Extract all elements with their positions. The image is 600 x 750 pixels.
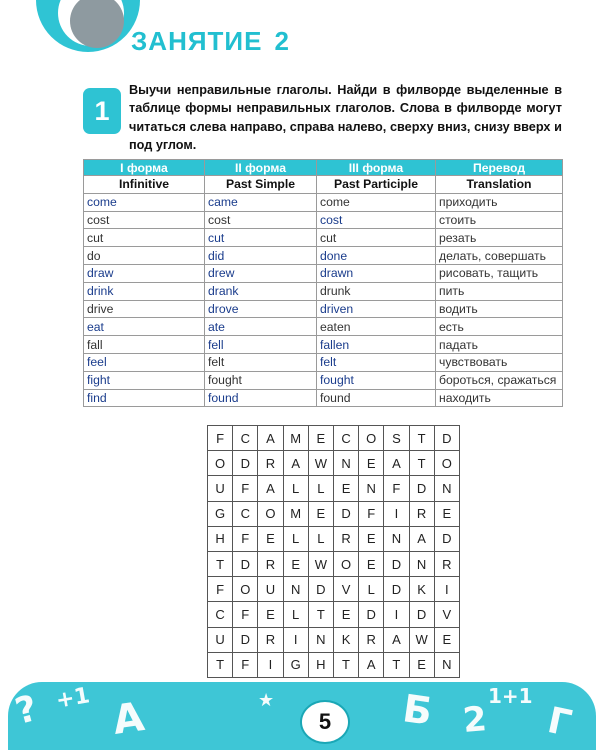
grid-cell: M	[284, 502, 309, 527]
grid-cell: O	[359, 426, 384, 451]
grid-cell: E	[435, 628, 460, 653]
cell-infinitive: feel	[84, 353, 205, 371]
table-row	[84, 247, 563, 265]
cell-past-participle: fallen	[317, 336, 436, 354]
word-search-grid	[207, 425, 460, 678]
grid-cell: D	[233, 628, 258, 653]
grid-cell: H	[309, 653, 334, 678]
footer-doodle: 2	[461, 699, 489, 741]
grid-cell: T	[334, 653, 359, 678]
grid-cell: N	[435, 476, 460, 501]
footer-doodle: 1+1	[488, 684, 533, 708]
grid-cell: I	[384, 502, 409, 527]
grid-cell: O	[334, 552, 359, 577]
grid-cell: E	[334, 476, 359, 501]
grid-cell: F	[359, 502, 384, 527]
grid-cell: F	[384, 476, 409, 501]
grid-cell: T	[208, 552, 233, 577]
cell-translation: рисовать, тащить	[436, 264, 563, 282]
cell-translation: приходить	[436, 193, 563, 211]
header-form-2: II форма	[205, 160, 317, 176]
cell-translation: пить	[436, 282, 563, 300]
grid-cell: E	[258, 527, 283, 552]
grid-cell: N	[359, 476, 384, 501]
table-row	[84, 211, 563, 229]
cell-past-simple: drank	[205, 282, 317, 300]
header-translation: Перевод	[436, 160, 563, 176]
grid-cell: E	[258, 602, 283, 627]
grid-cell: V	[435, 602, 460, 627]
grid-cell: A	[384, 628, 409, 653]
grid-cell: R	[334, 527, 359, 552]
grid-cell: W	[309, 451, 334, 476]
cell-translation: водить	[436, 300, 563, 318]
table-subheader-row	[84, 176, 563, 194]
irregular-verbs-table	[83, 159, 563, 407]
grid-cell: O	[233, 577, 258, 602]
grid-cell: C	[233, 426, 258, 451]
grid-cell: E	[359, 552, 384, 577]
grid-cell: F	[233, 476, 258, 501]
grid-cell: D	[309, 577, 334, 602]
cell-past-participle: found	[317, 389, 436, 407]
grid-cell: E	[359, 451, 384, 476]
grid-cell: F	[208, 426, 233, 451]
cell-infinitive: do	[84, 247, 205, 265]
table-row	[84, 193, 563, 211]
grid-cell: K	[334, 628, 359, 653]
grid-cell: A	[258, 426, 283, 451]
grid-cell: L	[359, 577, 384, 602]
footer-doodle: Г	[543, 700, 575, 745]
grid-cell: A	[284, 451, 309, 476]
cell-infinitive: cost	[84, 211, 205, 229]
grid-cell: R	[359, 628, 384, 653]
grid-cell: A	[359, 653, 384, 678]
cell-infinitive: eat	[84, 318, 205, 336]
table-body	[84, 193, 563, 407]
grid-cell: O	[435, 451, 460, 476]
grid-cell: H	[208, 527, 233, 552]
footer-doodle: ★	[258, 690, 275, 711]
cell-past-participle: eaten	[317, 318, 436, 336]
grid-cell: C	[233, 502, 258, 527]
grid-cell: D	[359, 602, 384, 627]
grid-cell: L	[284, 602, 309, 627]
grid-cell: E	[309, 502, 334, 527]
grid-cell: O	[258, 502, 283, 527]
grid-cell: I	[384, 602, 409, 627]
cell-past-simple: felt	[205, 353, 317, 371]
grid-cell: L	[284, 476, 309, 501]
table-row	[84, 389, 563, 407]
grid-cell: G	[284, 653, 309, 678]
cell-past-participle: driven	[317, 300, 436, 318]
grid-cell: A	[258, 476, 283, 501]
grid-cell: R	[258, 451, 283, 476]
footer-doodle: A	[109, 694, 148, 744]
grid-cell: N	[284, 577, 309, 602]
grid-cell: E	[284, 552, 309, 577]
grid-cell: D	[233, 451, 258, 476]
cell-infinitive: drink	[84, 282, 205, 300]
grid-cell: I	[435, 577, 460, 602]
cell-past-participle: come	[317, 193, 436, 211]
cell-translation: падать	[436, 336, 563, 354]
cell-translation: бороться, сражаться	[436, 371, 563, 389]
table-row	[84, 229, 563, 247]
table-row	[84, 282, 563, 300]
grid-cell: K	[410, 577, 435, 602]
grid-cell: W	[309, 552, 334, 577]
grid-cell: E	[410, 653, 435, 678]
grid-cell: R	[410, 502, 435, 527]
subheader-past-participle: Past Participle	[317, 176, 436, 194]
task-instructions: Выучи неправильные глаголы. Найди в филворде выделенные в таблице формы неправильных глаголов. Слова в филворде могут читаться слева направо, справа налево, сверху вниз, снизу вверх и под углом.	[129, 83, 562, 152]
grid-cell: R	[435, 552, 460, 577]
grid-cell: T	[208, 653, 233, 678]
lesson-title	[131, 26, 290, 57]
cell-past-participle: fought	[317, 371, 436, 389]
cell-infinitive: drive	[84, 300, 205, 318]
subheader-infinitive: Infinitive	[84, 176, 205, 194]
grid-cell: R	[258, 628, 283, 653]
grid-cell: A	[410, 527, 435, 552]
header-form-3: III форма	[317, 160, 436, 176]
grid-cell: N	[334, 451, 359, 476]
grid-cell: T	[309, 602, 334, 627]
grid-cell: L	[284, 527, 309, 552]
cell-past-simple: ate	[205, 318, 317, 336]
table-row	[84, 371, 563, 389]
cell-past-participle: done	[317, 247, 436, 265]
cell-past-simple: cut	[205, 229, 317, 247]
grid-cell: F	[233, 653, 258, 678]
cell-past-participle: drawn	[317, 264, 436, 282]
cell-past-simple: drove	[205, 300, 317, 318]
grid-cell: U	[208, 476, 233, 501]
table-row	[84, 336, 563, 354]
cell-translation: стоить	[436, 211, 563, 229]
grid-cell: T	[410, 451, 435, 476]
subheader-translation: Translation	[436, 176, 563, 194]
cell-translation: чувствовать	[436, 353, 563, 371]
cell-past-simple: did	[205, 247, 317, 265]
grid-cell: O	[208, 451, 233, 476]
grid-cell: T	[410, 426, 435, 451]
grid-cell: N	[384, 527, 409, 552]
cell-translation: резать	[436, 229, 563, 247]
cell-infinitive: come	[84, 193, 205, 211]
grid-cell: U	[208, 628, 233, 653]
grid-cell: D	[410, 476, 435, 501]
grid-cell: C	[208, 602, 233, 627]
grid-cell: N	[410, 552, 435, 577]
cell-past-participle: drunk	[317, 282, 436, 300]
cell-past-simple: fell	[205, 336, 317, 354]
cell-infinitive: draw	[84, 264, 205, 282]
grid-cell: D	[384, 577, 409, 602]
cell-past-participle: felt	[317, 353, 436, 371]
grid-cell: L	[309, 476, 334, 501]
cell-infinitive: fall	[84, 336, 205, 354]
cell-past-simple: came	[205, 193, 317, 211]
grid-cell: E	[309, 426, 334, 451]
grid-cell: I	[258, 653, 283, 678]
grid-cell: N	[309, 628, 334, 653]
footer-doodle: Б	[400, 686, 435, 734]
grid-cell: W	[410, 628, 435, 653]
table-row	[84, 353, 563, 371]
grid-cell: L	[309, 527, 334, 552]
grid-cell: T	[384, 653, 409, 678]
grid-cell: N	[435, 653, 460, 678]
cell-infinitive: cut	[84, 229, 205, 247]
table-row	[84, 318, 563, 336]
lesson-number: 2	[274, 26, 290, 56]
grid-cell: D	[435, 426, 460, 451]
grid-cell: E	[359, 527, 384, 552]
footer-doodle: +1	[54, 683, 92, 714]
lesson-title-label: ЗАНЯТИЕ	[131, 26, 263, 56]
task-number-badge: 1	[83, 88, 121, 134]
cell-past-simple: cost	[205, 211, 317, 229]
header-form-1: I форма	[84, 160, 205, 176]
cell-past-simple: found	[205, 389, 317, 407]
grid-cell: D	[334, 502, 359, 527]
grid-cell: F	[208, 577, 233, 602]
cell-past-simple: fought	[205, 371, 317, 389]
grid-cell: V	[334, 577, 359, 602]
table-row	[84, 264, 563, 282]
cell-translation: находить	[436, 389, 563, 407]
cell-translation: делать, совершать	[436, 247, 563, 265]
grid-cell: S	[384, 426, 409, 451]
grid-cell: F	[233, 527, 258, 552]
cell-infinitive: fight	[84, 371, 205, 389]
grid-cell: E	[334, 602, 359, 627]
grid-cell: A	[384, 451, 409, 476]
subheader-past-simple: Past Simple	[205, 176, 317, 194]
grid-cell: E	[435, 502, 460, 527]
grid-cell: M	[284, 426, 309, 451]
grid-cell: D	[435, 527, 460, 552]
table-row	[84, 300, 563, 318]
grid-cell: D	[233, 552, 258, 577]
cell-past-simple: drew	[205, 264, 317, 282]
cell-past-participle: cut	[317, 229, 436, 247]
grid-cell: C	[334, 426, 359, 451]
cell-past-participle: cost	[317, 211, 436, 229]
grid-cell: G	[208, 502, 233, 527]
table-header-row	[84, 160, 563, 176]
cell-infinitive: find	[84, 389, 205, 407]
grid-cell: F	[233, 602, 258, 627]
grid-cell: U	[258, 577, 283, 602]
footer-doodle: ?	[11, 687, 42, 734]
grid-cell: I	[284, 628, 309, 653]
page-number: 5	[300, 700, 350, 744]
grid-cell: D	[410, 602, 435, 627]
grid-cell: R	[258, 552, 283, 577]
grid-cell: D	[384, 552, 409, 577]
cell-translation: есть	[436, 318, 563, 336]
